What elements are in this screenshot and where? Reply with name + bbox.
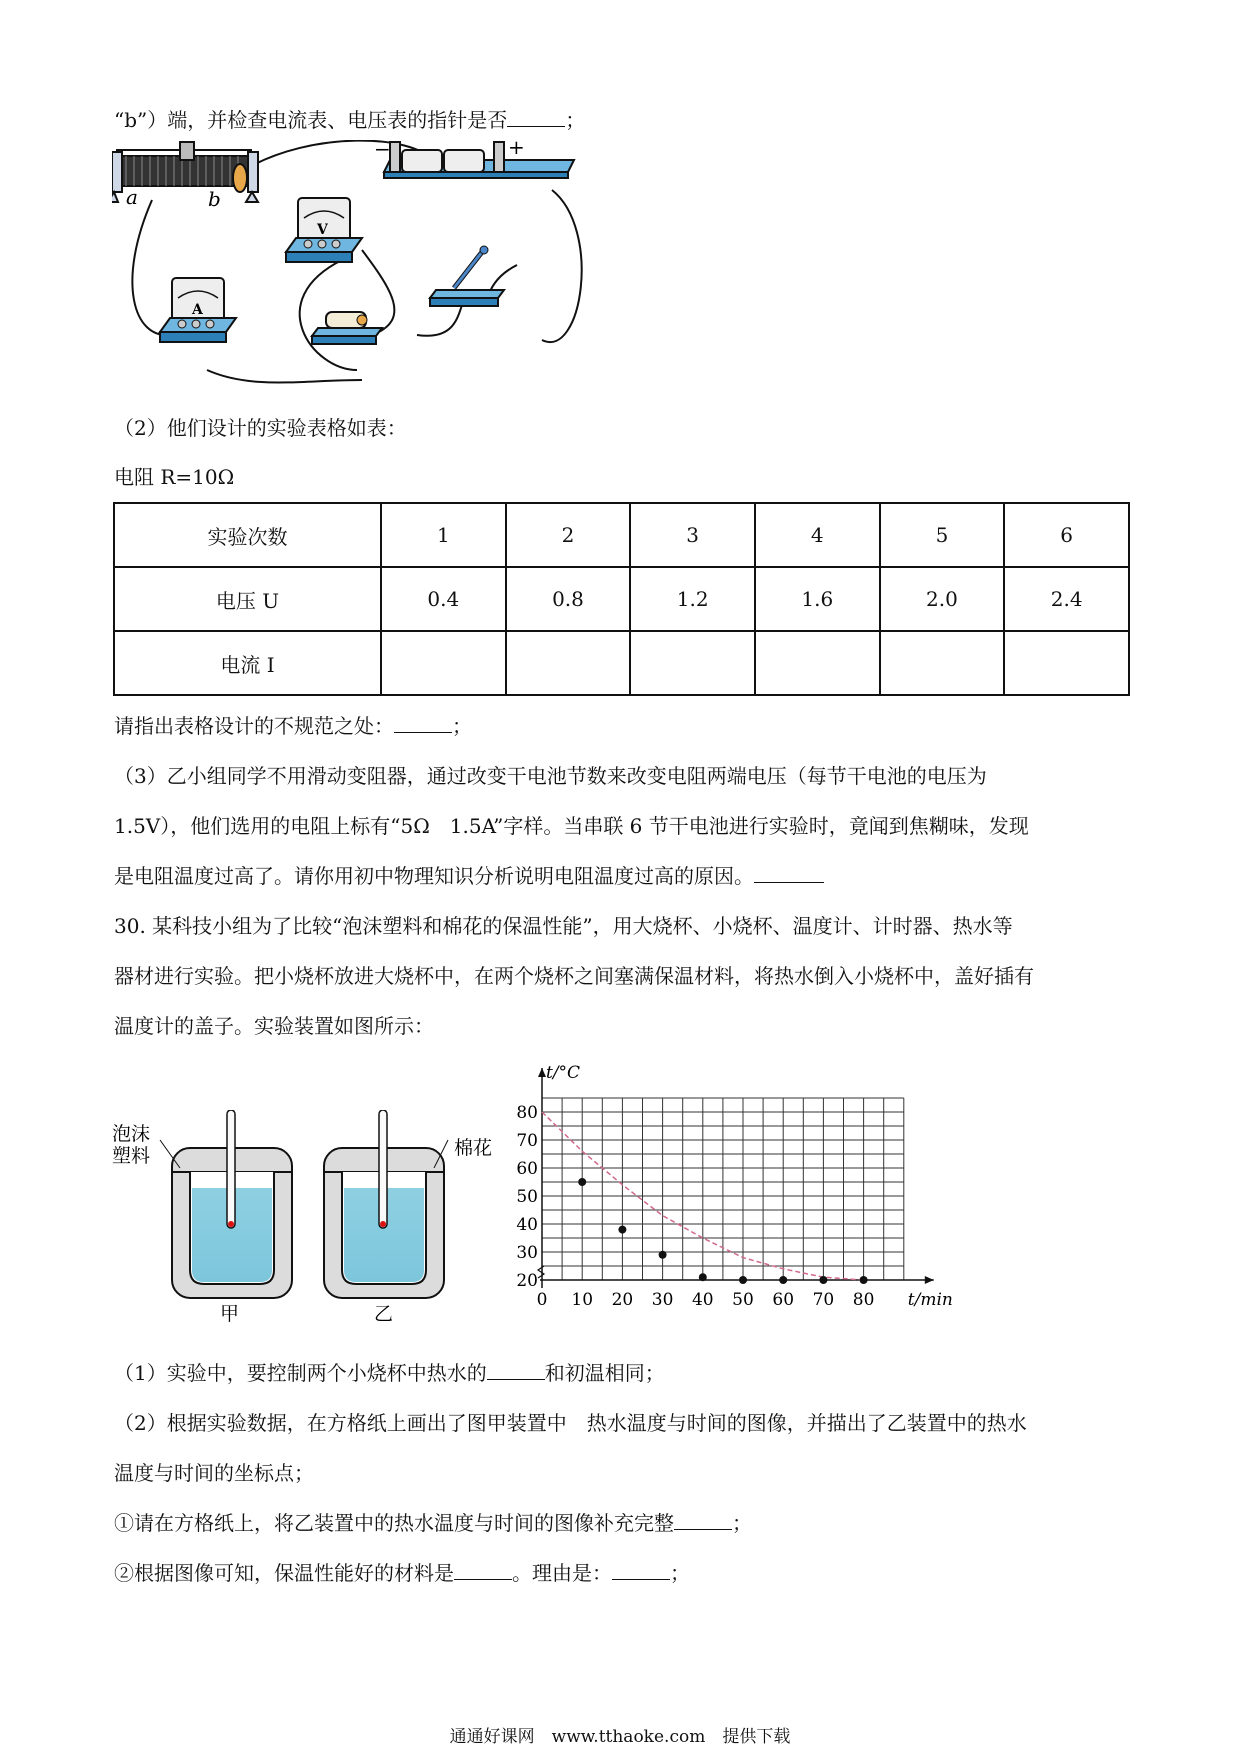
- data-point-yi: [699, 1273, 707, 1281]
- question-text-line: ②根据图像可知，保温性能好的材料是 。理由是： ；: [114, 1561, 690, 1585]
- question-text-line: 请指出表格设计的不规范之处： ；: [114, 714, 472, 738]
- footer-watermark: 通通好课网 www.tthaoke.com 提供下载: [449, 1727, 791, 1747]
- ammeter: [160, 278, 236, 342]
- table-input-cell[interactable]: [506, 631, 631, 695]
- table-cell: 2.4: [1004, 567, 1129, 631]
- ammeter-label: A: [192, 302, 203, 318]
- battery-minus-label: −: [374, 140, 391, 161]
- question-30-text: 30. 某科技小组为了比较“泡沫塑料和棉花的保温性能”，用大烧杯、小烧杯、温度计、计时器、热水等: [114, 914, 1013, 938]
- question-text-line: （3）乙小组同学不用滑动变阻器，通过改变干电池节数来改变电阻两端电压（每节干电池的电压为: [114, 764, 987, 788]
- table-row: [114, 631, 1129, 695]
- answer-blank[interactable]: [487, 1359, 545, 1380]
- table-input-cell[interactable]: [880, 631, 1005, 695]
- table-cell: 1.2: [630, 567, 755, 631]
- question-text-line: 温度计的盖子。实验装置如图所示：: [114, 1014, 434, 1038]
- question-text-line: 1.5V），他们选用的电阻上标有“5Ω 1.5A”字样。当串联 6 节干电池进行实验时，竟闻到焦糊味，发现: [114, 814, 1029, 838]
- answer-blank[interactable]: [507, 106, 565, 127]
- data-point-yi: [739, 1276, 747, 1284]
- x-tick-label: 30: [651, 1290, 674, 1310]
- x-tick-label: 50: [732, 1290, 754, 1310]
- y-tick-label: 60: [516, 1159, 538, 1179]
- table-row: [114, 567, 1129, 631]
- material-label-foam-2: 塑料: [112, 1145, 151, 1167]
- table-cell: 2.0: [880, 567, 1005, 631]
- chart-grid: [542, 1098, 904, 1280]
- question-text-line: （2）根据实验数据，在方格纸上画出了图甲装置中 热水温度与时间的图像，并描出了乙装置中的热水: [114, 1411, 1027, 1435]
- table-header-cell: 电压 U: [114, 567, 381, 631]
- resistance-note: 电阻 R=10Ω: [114, 465, 235, 489]
- switch: [430, 246, 504, 306]
- table-input-cell[interactable]: [1004, 631, 1129, 695]
- table-cell: 3: [630, 503, 755, 567]
- answer-blank[interactable]: [754, 862, 824, 883]
- answer-blank[interactable]: [612, 1559, 670, 1580]
- circuit-diagram: [112, 140, 592, 385]
- data-point-yi: [819, 1276, 827, 1284]
- table-cell: 2: [506, 503, 631, 567]
- table-cell: 0.4: [381, 567, 506, 631]
- table-cell: 4: [755, 503, 880, 567]
- question-text-line: 是电阻温度过高了。请你用初中物理知识分析说明电阻温度过高的原因。: [114, 862, 824, 890]
- answer-blank[interactable]: [674, 1509, 732, 1530]
- data-point-yi: [578, 1178, 586, 1186]
- voltmeter: [286, 198, 362, 262]
- table-cell: 1.6: [755, 567, 880, 631]
- question-text-line: ①请在方格纸上，将乙装置中的热水温度与时间的图像补充完整 ；: [114, 1511, 752, 1535]
- y-tick-label: 70: [516, 1131, 538, 1151]
- experiment-table: [113, 502, 1130, 696]
- material-label-foam-1: 泡沫: [112, 1123, 151, 1145]
- data-point-yi: [860, 1276, 868, 1284]
- terminal-b-label: b: [208, 187, 221, 211]
- table-header-cell: 电流 I: [114, 631, 381, 695]
- battery-plus-label: +: [508, 140, 525, 159]
- question-text-line: 温度与时间的坐标点；: [114, 1461, 314, 1485]
- beaker-jia: [112, 1110, 292, 1325]
- table-input-cell[interactable]: [381, 631, 506, 695]
- y-axis-label: t/°C: [546, 1063, 581, 1083]
- table-cell: 1: [381, 503, 506, 567]
- y-axis-arrow: [538, 1068, 546, 1077]
- chart-axes: [538, 1068, 934, 1288]
- material-label-cotton: 棉花: [454, 1137, 493, 1159]
- table-input-cell[interactable]: [630, 631, 755, 695]
- data-point-yi: [618, 1226, 626, 1234]
- y-tick-label: 40: [516, 1215, 538, 1235]
- x-tick-label: 20: [611, 1290, 634, 1310]
- question-text-line: （1）实验中，要控制两个小烧杯中热水的 和初温相同；: [114, 1361, 665, 1385]
- axis-break: [538, 1266, 544, 1278]
- answer-blank[interactable]: [394, 712, 452, 733]
- x-axis-arrow: [925, 1276, 934, 1284]
- x-tick-label: 60: [772, 1290, 795, 1310]
- beaker-label-jia: 甲: [220, 1303, 240, 1325]
- answer-blank[interactable]: [454, 1559, 512, 1580]
- resistor: [312, 312, 382, 344]
- beaker-yi: [324, 1110, 492, 1325]
- terminal-a-label: a: [126, 185, 138, 209]
- x-tick-label: 40: [691, 1290, 714, 1310]
- x-tick-label: 70: [812, 1290, 835, 1310]
- beaker-apparatus: [112, 1110, 502, 1325]
- y-tick-label: 20: [516, 1271, 538, 1291]
- rheostat: [112, 142, 258, 211]
- question-text-line: 器材进行实验。把小烧杯放进大烧杯中，在两个烧杯之间塞满保温材料，将热水倒入小烧杯中，盖好插有: [114, 964, 1034, 988]
- x-tick-label: 80: [852, 1290, 875, 1310]
- beaker-label-yi: 乙: [374, 1303, 394, 1325]
- table-cell: 0.8: [506, 567, 631, 631]
- x-tick-label: 0: [536, 1290, 548, 1310]
- question-text-line: “b”）端，并检查电流表、电压表的指针是否 ；: [114, 108, 586, 132]
- chart-series: [542, 1112, 868, 1284]
- table-row: [114, 503, 1129, 567]
- table-input-cell[interactable]: [755, 631, 880, 695]
- table-cell: 5: [880, 503, 1005, 567]
- subquestion-2: （2）他们设计的实验表格如表：: [114, 416, 407, 440]
- table-cell: 6: [1004, 503, 1129, 567]
- y-tick-label: 50: [516, 1187, 538, 1207]
- x-tick-label: 10: [571, 1290, 594, 1310]
- table-header-cell: 实验次数: [114, 503, 381, 567]
- data-point-yi: [779, 1276, 787, 1284]
- y-tick-label: 30: [516, 1243, 538, 1263]
- y-tick-label: 80: [516, 1103, 538, 1123]
- voltmeter-label: V: [317, 222, 328, 238]
- temperature-time-chart: [500, 1060, 970, 1340]
- data-point-yi: [659, 1251, 667, 1259]
- x-axis-label: t/min: [907, 1290, 953, 1310]
